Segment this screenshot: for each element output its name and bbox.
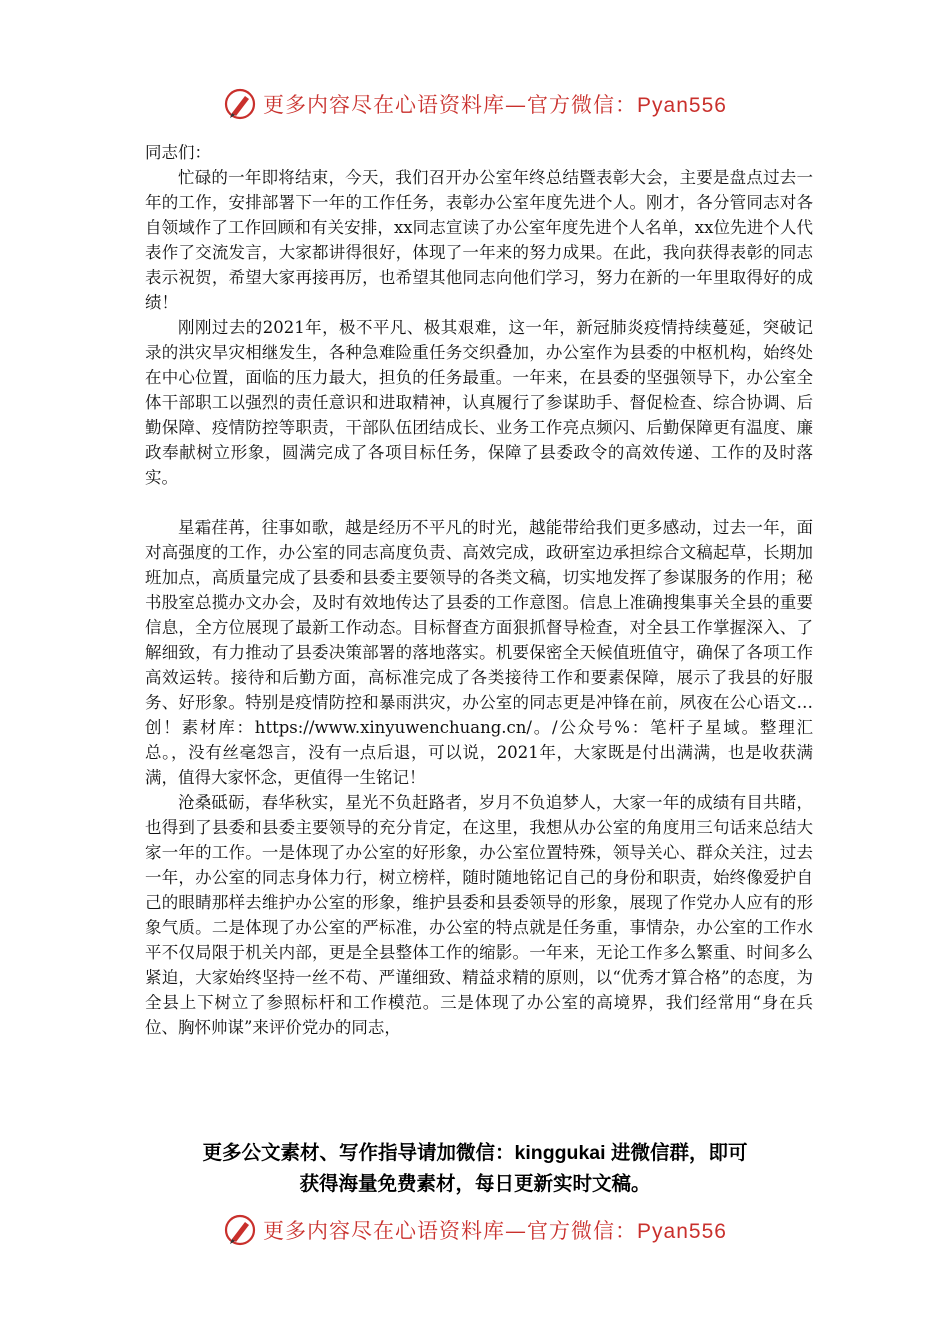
banner-wechat-id: Pyan556 (637, 1220, 727, 1243)
promo-note (0, 1138, 950, 1200)
paragraph: 星霜荏苒，往事如歌，越是经历不平凡的时光，越能带给我们更多感动，过去一年，面对高强度的工作，办公室的同志高度负责、高效完成，政研室边承担综合文稿起草，长期加班加点，高质量完成了县委和县委主要领导的各类文稿，切实地发挥了参谋服务的作用；秘书股室总揽办文办会，及时有效地传达了县委的工作意图。信息上准确搜集事关全县的重要信息，全方位展现了最新工作动态。目标督查方面狠抓督导检查，对全县工作掌握深入、了解细致，有力推动了县委决策部署的落地落实。机要保密全天候值班值守，确保了各项工作高效运转。接待和后勤方面，高标准完成了各类接待工作和要素保障，展示了我县的好服务、好形象。特别是疫情防控和暴雨洪灾，办公室的同志更是冲锋在前，夙夜在公心语文…创！素材库：https://www.xinyuwenchuang.cn/。/公众号%：笔杆子星域。整理汇总。，没有丝毫怨言，没有一点后退，可以说，2021年，大家既是付出满满，也是收获满满，值得大家怀念，更值得一生铭记！ (145, 518, 813, 787)
banner-text (263, 89, 727, 119)
pen-logo-icon (223, 1213, 257, 1247)
salutation: 同志们： (145, 143, 211, 162)
paragraph: 沧桑砥砺，春华秋实，星光不负赶路者，岁月不负追梦人，大家一年的成绩有目共睹，也得到了县委和县委主要领导的充分肯定，在这里，我想从办公室的角度用三句话来总结大家一年的工作。一是体现了办公室的好形象，办公室位置特殊，领导关心、群众关注，过去一年，办公室的同志身体力行，树立榜样，随时随地铭记自己的身份和职责，始终像爱护自己的眼睛那样去维护办公室的形象，维护县委和县委领导的形象，展现了作党办人应有的形象气质。二是体现了办公室的严标准，办公室的特点就是任务重，事情杂，办公室的工作水平不仅局限于机关内部，更是全县整体工作的缩影。一年来，无论工作多么繁重、时间多么紧迫，大家始终坚持一丝不苟、严谨细致、精益求精的原则，以“优秀才算合格”的态度，为全县上下树立了参照标杆和工作模范。三是体现了办公室的高境界，我们经常用“身在兵位、胸怀帅谋”来评价党办的同志， (145, 793, 813, 1037)
document-body (145, 140, 813, 1040)
header-banner (0, 84, 950, 124)
banner-text (263, 1215, 727, 1245)
banner-wechat-id: Pyan556 (637, 94, 727, 117)
paragraph-gap (145, 490, 813, 515)
paragraph: 忙碌的一年即将结束，今天，我们召开办公室年终总结暨表彰大会，主要是盘点过去一年的工作，安排部署下一年的工作任务，表彰办公室年度先进个人。刚才，各分管同志对各自领域作了工作回顾和有关安排，xx同志宣读了办公室年度先进个人名单，xx位先进个人代表作了交流发言，大家都讲得很好，体现了一年来的努力成果。在此，我向获得表彰的同志表示祝贺，希望大家再接再厉，也希望其他同志向他们学习，努力在新的一年里取得好的成绩！ (145, 168, 813, 312)
promo-line: 更多公文素材、写作指导请加微信：kinggukai 进微信群，即可 (202, 1142, 748, 1164)
banner-label: 更多内容尽在心语资料库—官方微信： (263, 93, 638, 117)
footer-banner (0, 1210, 950, 1250)
promo-line: 获得海量免费素材，每日更新实时文稿。 (299, 1173, 651, 1195)
pen-logo-icon (223, 87, 257, 121)
paragraph: 刚刚过去的2021年，极不平凡、极其艰难，这一年，新冠肺炎疫情持续蔓延，突破记录的洪灾旱灾相继发生，各种急难险重任务交织叠加，办公室作为县委的中枢机构，始终处在中心位置，面临的压力最大，担负的任务最重。一年来，在县委的坚强领导下，办公室全体干部职工以强烈的责任意识和进取精神，认真履行了参谋助手、督促检查、综合协调、后勤保障、疫情防控等职责，干部队伍团结成长、业务工作亮点频闪、后勤保障更有温度、廉政奉献树立形象，圆满完成了各项目标任务，保障了县委政令的高效传递、工作的及时落实。 (145, 318, 813, 487)
banner-label: 更多内容尽在心语资料库—官方微信： (263, 1219, 638, 1243)
